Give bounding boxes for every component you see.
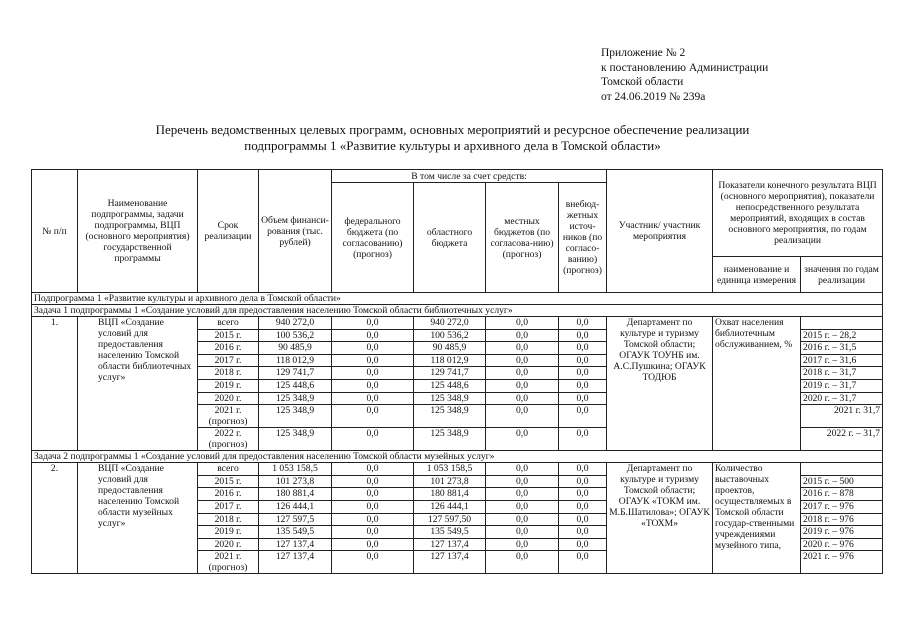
attachment-line: Томской области [601,76,684,89]
item2-term: 2015 г. [198,475,259,488]
item1-local: 0,0 [486,329,559,342]
item2-num: 2. [32,463,78,574]
item1-term: 2016 г. [198,342,259,355]
item2-term: 2021 г. (прогноз) [198,551,259,574]
title-line-2: подпрограммы 1 «Развитие культуры и архивного дела в Томской области» [244,138,661,153]
item1-off: 0,0 [559,342,607,355]
header-name: Наименование подпрограммы, задачи подпрограммы, ВЦП (основного мероприятия) государственной программы [78,170,198,293]
item2-regional: 127 137,4 [414,551,486,574]
item1-term: 2019 г. [198,379,259,392]
program-table [31,169,883,574]
item2-volume: 127 137,4 [259,538,332,551]
item1-federal: 0,0 [332,405,414,428]
item1-value: 2015 г. – 28,2 [801,329,883,342]
title-line-1: Перечень ведомственных целевых программ, основных мероприятий и ресурсное обеспечение реализации [155,122,750,137]
item2-volume: 127 137,4 [259,551,332,574]
item2-federal: 0,0 [332,551,414,574]
attachment-line: Приложение № 2 [601,47,686,59]
item2-federal: 0,0 [332,526,414,539]
item1-federal: 0,0 [332,428,414,451]
header-participant: Участник/ участник мероприятия [607,170,713,293]
item1-value: 2019 г. – 31,7 [801,379,883,392]
item1-off: 0,0 [559,392,607,405]
item1-federal: 0,0 [332,367,414,380]
item2-volume: 101 273,8 [259,475,332,488]
item1-regional: 125 448,6 [414,379,486,392]
item2-value: 2019 г. – 976 [801,526,883,539]
item2-volume: 127 597,5 [259,513,332,526]
header-term: Срок реализации [198,170,259,293]
item2-regional: 101 273,8 [414,475,486,488]
item2-off: 0,0 [559,475,607,488]
item2-term: всего [198,463,259,476]
item1-volume: 100 536,2 [259,329,332,342]
item2-local: 0,0 [486,475,559,488]
item1-regional: 100 536,2 [414,329,486,342]
header-num: № п/п [32,170,78,293]
item1-name: ВЦП «Создание условий для предоставления населению Томской области библиотечных услуг» [78,317,198,451]
item2-federal: 0,0 [332,475,414,488]
item1-federal: 0,0 [332,329,414,342]
item1-off: 0,0 [559,367,607,380]
item1-value: 2016 г. – 31,5 [801,342,883,355]
item1-value: 2017 г. – 31,6 [801,354,883,367]
item1-num: 1. [32,317,78,451]
item2-term: 2016 г. [198,488,259,501]
item2-federal: 0,0 [332,463,414,476]
item2-off: 0,0 [559,463,607,476]
item2-local: 0,0 [486,463,559,476]
item1-regional: 125 348,9 [414,392,486,405]
item2-off: 0,0 [559,538,607,551]
item1-federal: 0,0 [332,392,414,405]
item1-regional: 129 741,7 [414,367,486,380]
attachment-line: к постановлению Администрации [601,61,769,74]
item2-local: 0,0 [486,500,559,513]
document-title [0,122,905,154]
item1-off: 0,0 [559,428,607,451]
item2-value: 2021 г. – 976 [801,551,883,574]
item2-term: 2018 г. [198,513,259,526]
item2-local: 0,0 [486,551,559,574]
item1-volume: 125 348,9 [259,392,332,405]
item2-federal: 0,0 [332,488,414,501]
item1-regional: 118 012,9 [414,354,486,367]
item2-local: 0,0 [486,513,559,526]
item1-term: 2022 г. (прогноз) [198,428,259,451]
header-local: местных бюджетов (по согласова-нию) (прогноз) [486,183,559,293]
item1-local: 0,0 [486,317,559,330]
item2-volume: 180 881,4 [259,488,332,501]
item2-term: 2017 г. [198,500,259,513]
item2-value: 2015 г. – 500 [801,475,883,488]
item1-indicator: Охват населения библиотечным обслуживанием, % [713,317,801,451]
item2-federal: 0,0 [332,500,414,513]
item2-term: 2019 г. [198,526,259,539]
item2-indicator: Количество выставочных проектов, осуществляемых в Томской области государ-ственными учреждениями музейного типа, [713,463,801,574]
item2-value: 2017 г. – 976 [801,500,883,513]
item2-off: 0,0 [559,551,607,574]
item1-participant: Департамент по культуре и туризму Томской области; ОГАУК ТОУНБ им. А.С.Пушкина; ОГАУК ТОДЮБ [607,317,713,451]
item1-federal: 0,0 [332,379,414,392]
item1-volume: 129 741,7 [259,367,332,380]
item2-regional: 135 549,5 [414,526,486,539]
item2-participant: Департамент по культуре и туризму Томской области; ОГАУК «ТОКМ им. М.Б.Шатилова»; ОГАУК «ТОХМ» [607,463,713,574]
item2-volume: 126 444,1 [259,500,332,513]
item1-term: 2018 г. [198,367,259,380]
item1-local: 0,0 [486,392,559,405]
header-sources: В том числе за счет средств: [332,170,607,183]
item2-value [801,463,883,476]
item2-off: 0,0 [559,500,607,513]
item1-regional: 940 272,0 [414,317,486,330]
item1-volume: 90 485,9 [259,342,332,355]
item2-value: 2020 г. – 976 [801,538,883,551]
item1-regional: 125 348,9 [414,405,486,428]
task2-row: Задача 2 подпрограммы 1 «Создание условий для предоставления населению Томской области музейных услуг» [32,451,883,463]
item1-off: 0,0 [559,354,607,367]
item2-local: 0,0 [486,538,559,551]
header-indicators: Показатели конечного результата ВЦП (основного мероприятия), показатели непосредственного результата мероприятий, входящих в состав основного мероприятия, по годам реализации [713,170,883,257]
task1-row: Задача 1 подпрограммы 1 «Создание условий для предоставления населению Томской области библиотечных услуг» [32,305,883,317]
item1-value: 2021 г. 31,7 [801,405,883,428]
header-ind-values: значения по годам реализации [801,257,883,293]
item1-federal: 0,0 [332,354,414,367]
item1-volume: 125 348,9 [259,428,332,451]
item1-federal: 0,0 [332,342,414,355]
attachment-line: от 24.06.2019 № 239а [601,90,706,103]
item1-regional: 90 485,9 [414,342,486,355]
item1-term: 2020 г. [198,392,259,405]
header-ind-name: наименование и единица измерения [713,257,801,293]
item1-local: 0,0 [486,379,559,392]
item1-off: 0,0 [559,405,607,428]
item2-volume: 135 549,5 [259,526,332,539]
subprogram-row: Подпрограмма 1 «Развитие культуры и архивного дела в Томской области» [32,293,883,305]
item2-off: 0,0 [559,513,607,526]
item1-off: 0,0 [559,329,607,342]
item1-volume: 125 348,9 [259,405,332,428]
item2-federal: 0,0 [332,513,414,526]
item1-value [801,317,883,330]
item2-regional: 1 053 158,5 [414,463,486,476]
item2-regional: 127 137,4 [414,538,486,551]
item1-term: 2015 г. [198,329,259,342]
item1-local: 0,0 [486,428,559,451]
item1-federal: 0,0 [332,317,414,330]
item2-local: 0,0 [486,488,559,501]
attachment-block [601,46,768,104]
item1-term: 2021 г. (прогноз) [198,405,259,428]
item1-off: 0,0 [559,379,607,392]
item1-value: 2018 г. – 31,7 [801,367,883,380]
item2-local: 0,0 [486,526,559,539]
item2-off: 0,0 [559,526,607,539]
item1-local: 0,0 [486,405,559,428]
item1-volume: 940 272,0 [259,317,332,330]
header-federal: федерального бюджета (по согласованию) (прогноз) [332,183,414,293]
item2-term: 2020 г. [198,538,259,551]
item1-term: всего [198,317,259,330]
item1-local: 0,0 [486,367,559,380]
item2-value: 2016 г. – 878 [801,488,883,501]
item2-value: 2018 г. – 976 [801,513,883,526]
item2-off: 0,0 [559,488,607,501]
item2-name: ВЦП «Создание условий для предоставления населению Томской области музейных услуг» [78,463,198,574]
item2-federal: 0,0 [332,538,414,551]
item2-regional: 127 597,50 [414,513,486,526]
item1-volume: 118 012,9 [259,354,332,367]
item1-term: 2017 г. [198,354,259,367]
header-regional: областного бюджета [414,183,486,293]
item1-volume: 125 448,6 [259,379,332,392]
item2-volume: 1 053 158,5 [259,463,332,476]
item1-value: 2020 г. – 31,7 [801,392,883,405]
item2-regional: 126 444,1 [414,500,486,513]
header-offbudget: внебюд-жетных источ-ников (по согласо-ванию) (прогноз) [559,183,607,293]
item1-local: 0,0 [486,342,559,355]
item1-regional: 125 348,9 [414,428,486,451]
item1-off: 0,0 [559,317,607,330]
item1-local: 0,0 [486,354,559,367]
item2-regional: 180 881,4 [414,488,486,501]
item1-value: 2022 г. – 31,7 [801,428,883,451]
header-volume: Объем финанси-рования (тыс. рублей) [259,170,332,293]
